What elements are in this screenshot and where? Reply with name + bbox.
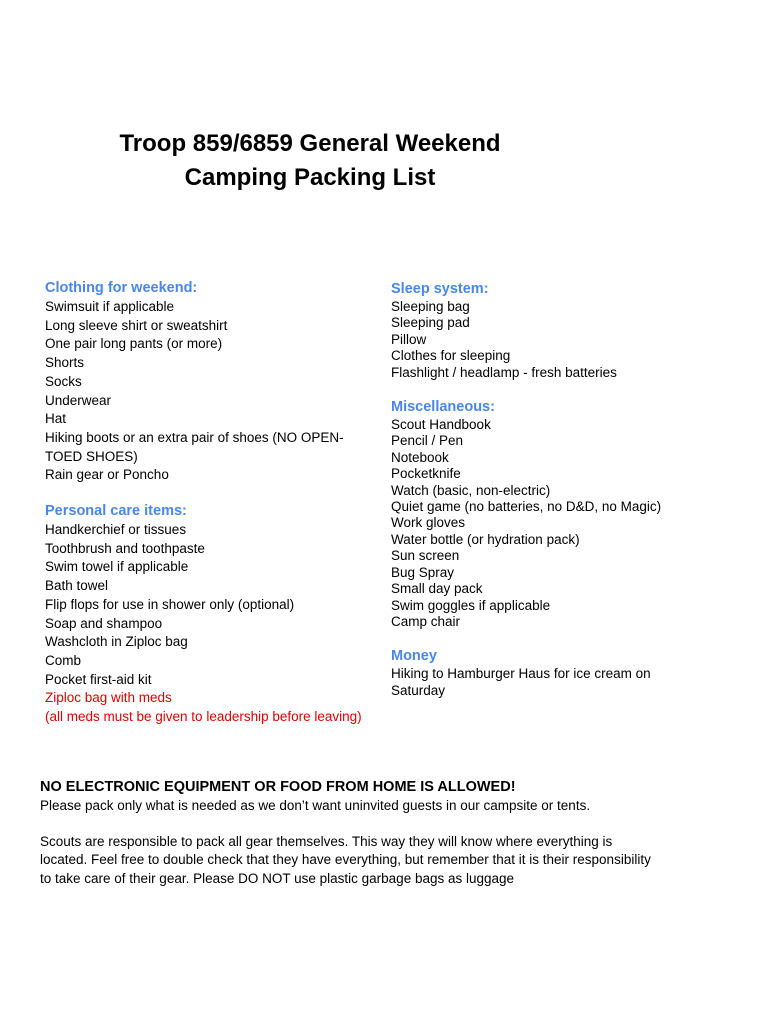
list-item: Hiking boots or an extra pair of shoes (NO OPEN-	[45, 429, 344, 445]
left-column	[45, 279, 375, 727]
list-item: Rain gear or Poncho	[45, 467, 169, 483]
sleep-system-heading: Sleep system:	[391, 281, 489, 297]
personal-care-heading: Personal care items:	[45, 503, 187, 520]
list-item: Clothes for sleeping	[391, 348, 511, 364]
list-item: Pencil / Pen	[391, 433, 464, 449]
meds-warning-note: (all meds must be given to leadership before leaving)	[45, 709, 362, 725]
list-item: Flashlight / headlamp - fresh batteries	[391, 364, 617, 380]
money-section	[391, 646, 711, 699]
list-item: Soap and shampoo	[45, 615, 163, 631]
notice-line: Scouts are responsible to pack all gear themselves. This way they will know where everything is	[40, 833, 613, 849]
list-item: Pocketknife	[391, 466, 461, 482]
notice-line: to take care of their gear. Please DO NOT use plastic garbage bags as luggage	[40, 870, 515, 886]
notice-block	[40, 777, 700, 888]
notice-paragraph-2	[40, 833, 700, 889]
list-item: Flip flops for use in shower only (optional)	[45, 596, 295, 612]
list-item: Quiet game (no batteries, no D&D, no Magic)	[391, 499, 662, 515]
list-item: Handkerchief or tissues	[45, 522, 187, 538]
notice-paragraph-1: Please pack only what is needed as we don’t want uninvited guests in our campsite or tents.	[40, 798, 591, 813]
money-heading: Money	[391, 648, 437, 665]
title-line-1: Troop 859/6859 General Weekend	[119, 130, 501, 157]
list-item: Hiking to Hamburger Haus for ice cream on	[391, 666, 651, 682]
right-column	[391, 279, 711, 699]
list-item: Swim goggles if applicable	[391, 597, 551, 613]
list-item: Water bottle (or hydration pack)	[391, 531, 580, 547]
list-item: Pocket first-aid kit	[45, 671, 152, 687]
notice-heading: NO ELECTRONIC EQUIPMENT OR FOOD FROM HOME IS ALLOWED!	[40, 779, 516, 795]
list-item: Notebook	[391, 449, 449, 465]
title-line-2: Camping Packing List	[184, 164, 436, 191]
clothing-section	[45, 279, 375, 485]
list-item: Sleeping bag	[391, 299, 470, 314]
sleep-system-section	[391, 279, 711, 381]
personal-care-section	[45, 502, 375, 727]
list-item: Bug Spray	[391, 564, 455, 580]
section-gap	[391, 630, 711, 646]
list-item: Bath towel	[45, 578, 109, 594]
list-item: Socks	[45, 373, 82, 389]
list-item: Long sleeve shirt or sweatshirt	[45, 317, 228, 333]
list-item: Watch (basic, non-electric)	[391, 482, 551, 498]
list-item: Sleeping pad	[391, 315, 470, 331]
list-item: TOED SHOES)	[45, 448, 138, 464]
list-item: Swim towel if applicable	[45, 559, 189, 575]
list-item: Small day pack	[391, 581, 483, 597]
list-item: Camp chair	[391, 613, 461, 629]
page-title	[60, 127, 560, 195]
section-gap	[45, 485, 375, 502]
miscellaneous-heading: Miscellaneous:	[391, 399, 495, 416]
list-item: Pillow	[391, 331, 427, 347]
list-item: Hat	[45, 411, 67, 427]
list-item: Underwear	[45, 392, 112, 408]
list-item: Sun screen	[391, 548, 460, 564]
clothing-heading: Clothing for weekend:	[45, 280, 198, 296]
list-item: Shorts	[45, 355, 85, 371]
list-item: Saturday	[391, 682, 446, 698]
list-item: Toothbrush and toothpaste	[45, 540, 205, 556]
list-item: Work gloves	[391, 515, 466, 531]
list-item: One pair long pants (or more)	[45, 336, 223, 352]
notice-line: located. Feel free to double check that they have everything, but remember that it is their responsibility	[40, 852, 651, 867]
list-item: Swimsuit if applicable	[45, 299, 175, 314]
list-item: Washcloth in Ziploc bag	[45, 634, 188, 650]
list-item: Comb	[45, 652, 82, 668]
list-item: Scout Handbook	[391, 417, 491, 433]
meds-warning-item: Ziploc bag with meds	[45, 690, 172, 706]
miscellaneous-section	[391, 397, 711, 630]
section-gap	[391, 381, 711, 397]
